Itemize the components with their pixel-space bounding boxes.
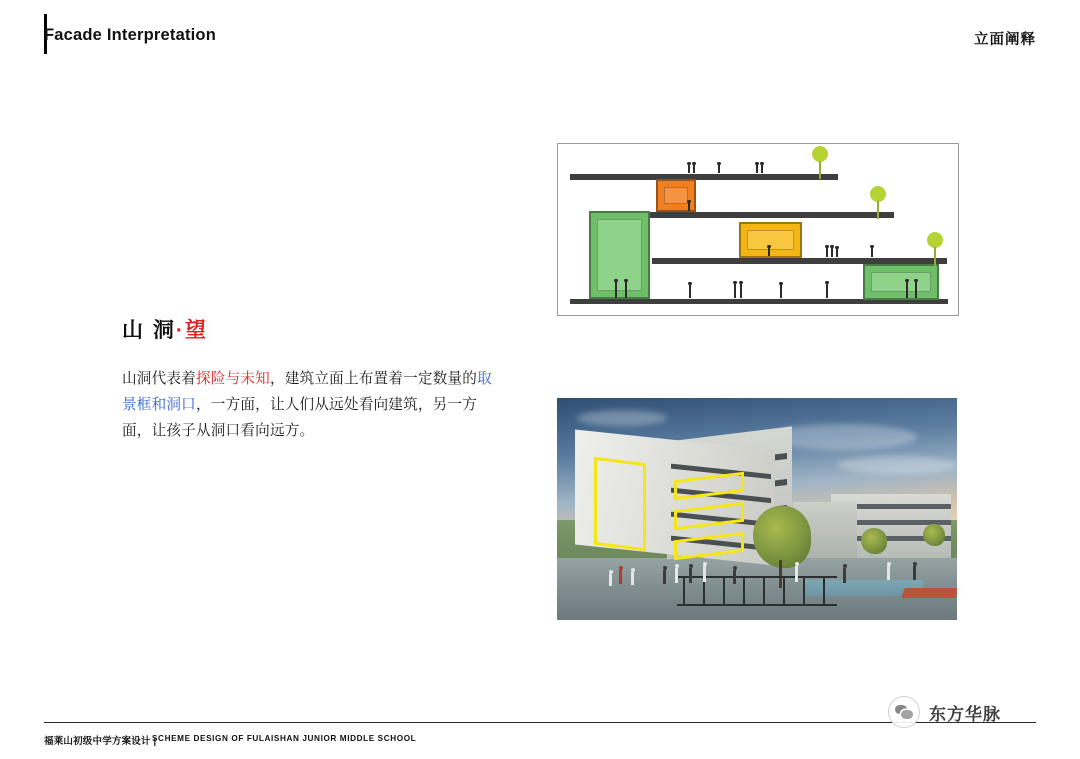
diagram-green-box-right-inner [871,272,931,292]
render-figure [913,566,916,580]
tree-trunk [934,247,936,267]
tree-crown-icon [927,232,943,248]
section-title-main: 山 洞 [122,319,176,342]
section-title [122,314,208,344]
diagram-green-box-left [589,211,650,299]
diagram-figure [826,248,828,257]
render-figure [663,570,666,584]
diagram-slab-top [570,174,838,180]
diagram-figure [756,165,758,173]
diagram-figure [734,284,736,298]
exterior-rendering [557,398,957,620]
render-figure [843,568,846,583]
footer-project-en: SCHEME DESIGN OF FULAISHAN JUNIOR MIDDLE SCHOOL [152,734,417,743]
render-figure [887,566,890,580]
diagram-figure [780,285,782,298]
render-cloud [837,456,957,474]
render-figure [703,566,706,582]
render-tree-large [753,506,811,568]
render-figure [609,574,612,586]
diagram-figure [625,282,627,298]
paragraph-segment-2: ，建筑立面上布置着一定数量的 [269,371,478,387]
diagram-figure [906,282,908,298]
diagram-orange-box-inner [664,187,688,204]
diagram-figure [826,284,828,298]
watermark-logo-icon [888,696,920,728]
diagram-figure [761,165,763,173]
footer-project-cn: 福莱山初级中学方案设计 | [44,736,157,747]
watermark [888,692,1036,732]
diagram-figure [689,285,691,298]
paragraph-segment-3: ，一方面，让人们从远处看向建筑，另一方面，让孩子从洞口看向远方。 [122,397,478,439]
facade-diagram [557,143,959,316]
diagram-figure [836,249,838,257]
diagram-figure [693,165,695,173]
yellow-frame-large [594,457,646,551]
diagram-figure [688,165,690,173]
diagram-figure [915,282,917,298]
render-figure [689,568,692,583]
render-figure [675,568,678,583]
paragraph-highlight-red: 探险与未知 [195,371,270,387]
diagram-figure [688,203,690,211]
tree-trunk [877,201,879,219]
tree-crown-icon [870,186,886,202]
diagram-figure [768,248,770,256]
page-title: Facade Interpretation [44,26,216,44]
paragraph-highlight-blue: 取景框和洞口 [122,371,492,413]
render-figure [619,570,622,584]
body-paragraph [122,366,502,444]
diagram-figure [615,282,617,298]
diagram-green-box-left-inner [597,219,642,291]
render-railing [677,576,837,606]
render-figure [795,566,798,582]
render-tree-small [861,528,887,554]
page-title-cn: 立面阐释 [974,32,1036,48]
diagram-figure [871,248,873,257]
tree-trunk [819,161,821,179]
diagram-figure [740,284,742,298]
diagram-figure [831,248,833,257]
section-title-accent: 望 [184,319,208,342]
render-figure [631,572,634,585]
diagram-figure [718,165,720,173]
diagram-yellow-box-inner [747,230,794,250]
render-tree-small [923,524,945,546]
section-title-separator: · [175,319,185,342]
diagram-green-box-right [863,264,939,300]
diagram-yellow-box [739,222,802,258]
tree-crown-icon [812,146,828,162]
render-track [901,588,957,598]
render-figure [733,570,736,584]
render-cloud [577,410,667,426]
diagram-orange-box [656,179,696,212]
paragraph-segment-1: 山洞代表着 [122,371,196,387]
watermark-text: 东方华脉 [929,704,1001,724]
